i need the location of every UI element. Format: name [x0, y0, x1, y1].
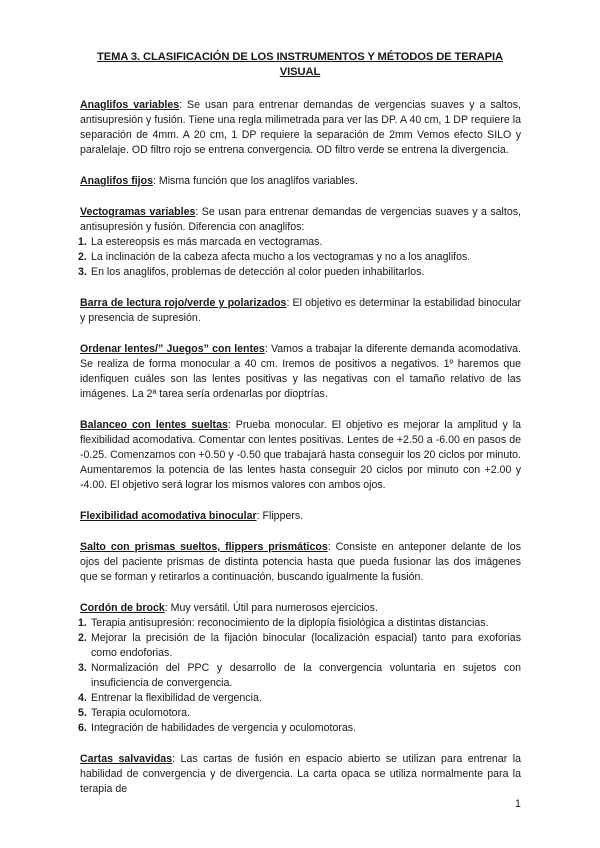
list-item-text: La estereopsis es más marcada en vectogramas. — [91, 236, 323, 248]
section-text: : Prueba monocular. El objetivo es mejorar la amplitud y la flexibilidad acomodativa. Comentar con lentes positivas. Lentes de +2.50 a -6.00 en pasos de -0.25. Comenzamos con +0.50 y -0.50 que trabajará hasta conseguir los 20 ciclos por minuto. Aumentaremos la potencia de las lentes hasta conseguir 20 ciclos por minuto con +2.00 y -4.00. El objetivo será lograr los mismos valores con ambos ojos. — [80, 419, 521, 491]
list-number: 1. — [78, 236, 87, 248]
page-number: 1 — [515, 798, 521, 810]
section-cartas-salvavidas — [80, 752, 521, 797]
section-term: Vectogramas variables — [80, 206, 196, 218]
document-title: TEMA 3. CLASIFICACIÓN DE LOS INSTRUMENTOS Y MÉTODOS DE TERAPIA VISUAL — [97, 51, 503, 78]
section-text: : Vamos a trabajar la diferente demanda acomodativa. Se realiza de forma monocular a 40 cm. Iremos de positivos a negativos. 1º haremos que idenfiquen cuáles son las lentes positivas y las negativas con el tamaño relativo de las imágenes. La 2ª tarea sería ordenarlas por dioptrías. — [80, 343, 521, 400]
section-term: Barra de lectura rojo/verde y polarizados — [80, 297, 287, 309]
section-text: : El objetivo es determinar la estabilidad binocular y presencia de supresión. — [80, 297, 521, 324]
list-item-text: Mejorar la precisión de la fijación binocular (localización espacial) tanto para exoforias como endoforias. — [91, 632, 521, 659]
list-item — [80, 265, 521, 280]
section-cordon-brock — [80, 601, 521, 736]
list-item-text: Integración de habilidades de vergencia y oculomotoras. — [91, 722, 357, 734]
list-item — [80, 661, 521, 691]
section-text: : Se usan para entrenar demandas de vergencias suaves y a saltos, antisupresión y fusión. Tiene una regla milimetrada para ver las DP. A 40 cm, 1 DP requiere la separación de 4mm. A 20 cm, 1 DP requiere la separación de 2mm Vemos efecto SILO y paralelaje. OD filtro rojo se entrena convergencia. OD filtro verde se entrena la divergencia. — [80, 99, 521, 156]
section-term: Ordenar lentes/” Juegos” con lentes — [80, 343, 265, 355]
list-number: 1. — [78, 617, 87, 629]
list-item-text: Entrenar la flexibilidad de vergencia. — [91, 692, 262, 704]
section-term: Salto con prismas sueltos, flippers prismáticos — [80, 541, 328, 553]
list-item — [80, 616, 521, 631]
section-ordenar-lentes — [80, 342, 521, 402]
section-term: Cordón de brock — [80, 602, 165, 614]
list-item — [80, 691, 521, 706]
list-number: 3. — [78, 266, 87, 278]
list-item-text: Terapia oculomotora. — [91, 707, 190, 719]
section-text: : Misma función que los anaglifos variables. — [152, 175, 358, 187]
section-barra-lectura — [80, 296, 521, 326]
section-text: : Las cartas de fusión en espacio abierto se utilizan para entrenar la habilidad de convergencia y de divergencia. La carta opaca se utiliza normalmente para la terapia de — [80, 753, 521, 795]
numbered-list — [80, 235, 521, 280]
list-item — [80, 235, 521, 250]
list-item-text: Normalización del PPC y desarrollo de la convergencia voluntaria en sujetos con insuficiencia de convergencia. — [91, 662, 521, 689]
list-item — [80, 706, 521, 721]
section-text: : Se usan para entrenar demandas de vergencias suaves y a saltos, antisupresión y fusión. Diferencia con anaglifos: — [80, 206, 521, 233]
list-number: 3. — [78, 662, 87, 674]
list-item — [80, 631, 521, 661]
list-item-text: La inclinación de la cabeza afecta mucho a los vectogramas y no a los anaglifos. — [91, 251, 471, 263]
section-balanceo-lentes — [80, 418, 521, 493]
section-term: Anaglifos fijos — [80, 175, 153, 187]
section-text: : Muy versátil. Útil para numerosos ejercicios. — [164, 602, 378, 614]
section-salto-prismas — [80, 540, 521, 585]
section-term: Flexibilidad acomodativa binocular — [80, 510, 257, 522]
list-item — [80, 721, 521, 736]
list-item — [80, 250, 521, 265]
list-number: 4. — [78, 692, 87, 704]
section-vectogramas-variables — [80, 205, 521, 280]
section-anaglifos-fijos — [80, 174, 521, 189]
list-number: 2. — [78, 251, 87, 263]
numbered-list — [80, 616, 521, 736]
section-text: : Flippers. — [256, 510, 304, 522]
section-term: Cartas salvavidas — [80, 753, 173, 765]
list-number: 5. — [78, 707, 87, 719]
document-body — [80, 98, 521, 813]
list-number: 6. — [78, 722, 87, 734]
section-text: : Consiste en anteponer delante de los ojos del paciente prismas de distinta potencia hasta que pueda fusionar las dos imágenes que se forman y retirarlos a continuación, buscando igualmente la fusión. — [80, 541, 521, 583]
list-number: 2. — [78, 632, 87, 644]
section-flexibilidad-acomodativa — [80, 509, 521, 524]
list-item-text: Terapia antisupresión: reconocimiento de la diplopía fisiológica a distintas distancias. — [91, 617, 489, 629]
section-anaglifos-variables — [80, 98, 521, 158]
section-term: Anaglifos variables — [80, 99, 180, 111]
section-term: Balanceo con lentes sueltas — [80, 419, 228, 431]
list-item-text: En los anaglifos, problemas de detección al color pueden inhabilitarlos. — [91, 266, 425, 278]
